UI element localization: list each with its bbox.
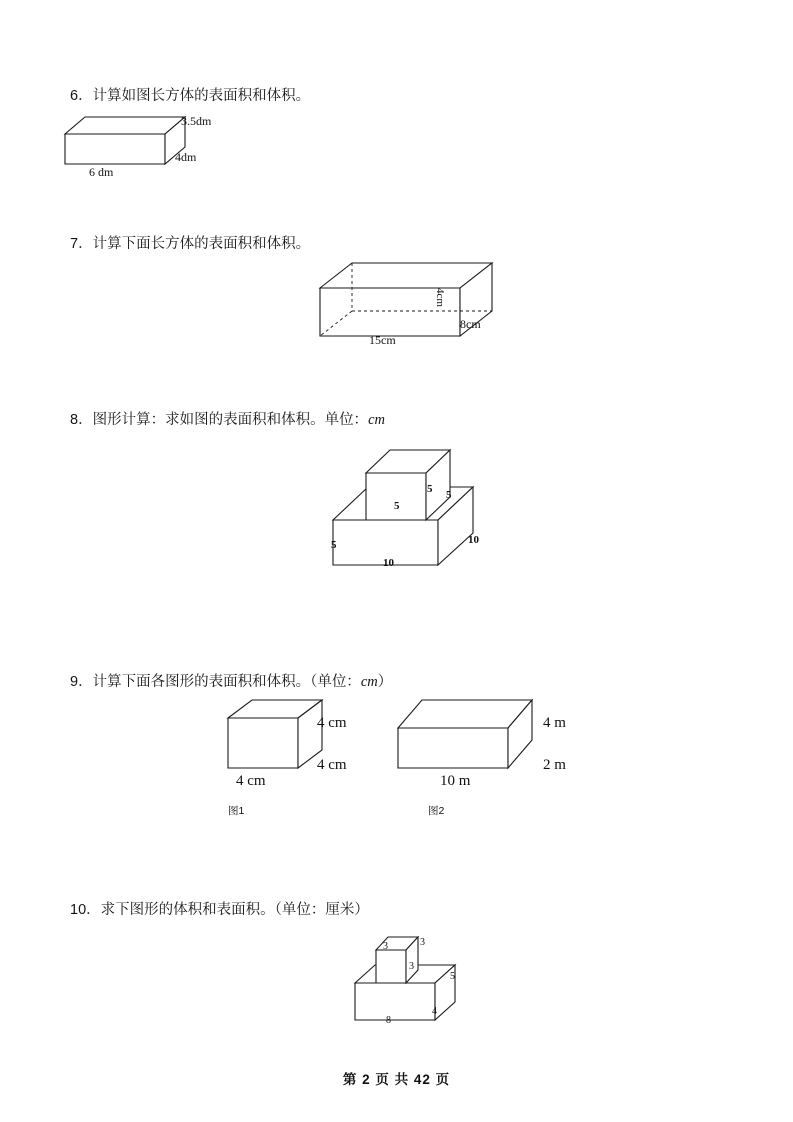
q8-top-right-label: 5 xyxy=(427,483,433,495)
q8-base-front-label: 10 xyxy=(383,557,394,569)
q8-top-front-label: 5 xyxy=(394,500,400,512)
question-9-figure-1 xyxy=(222,696,332,781)
question-7-text: 7．计算下面长方体的表面积和体积。 xyxy=(70,236,311,252)
q7-length-label: 15cm xyxy=(369,333,396,347)
q7-inner-height-label: 4cm xyxy=(434,288,446,307)
question-10-text: 10．求下图形的体积和表面积。（单位：厘米） xyxy=(70,902,369,918)
question-9-text xyxy=(70,672,392,692)
q10-top-side-label: 3 xyxy=(409,961,414,972)
question-6-figure xyxy=(60,112,190,174)
q9-fig1-depth-label: 4 cm xyxy=(317,757,347,773)
question-8-unit: cm xyxy=(368,412,385,428)
q10-base-depth-label: 4 xyxy=(432,1006,437,1017)
q10-base-right-label: 5 xyxy=(450,971,455,982)
question-8-text xyxy=(70,410,385,430)
question-7-figure xyxy=(310,258,500,348)
question-9-label: 9．计算下面各图形的表面积和体积。（单位： xyxy=(70,674,361,690)
q9-fig1-caption: 图1 xyxy=(228,805,245,817)
q8-top-side-label: 5 xyxy=(446,489,452,501)
q8-base-right-label: 10 xyxy=(468,534,479,546)
q10-top-front-label: 3 xyxy=(383,941,388,952)
q7-depth-label: 8cm xyxy=(460,317,481,331)
q6-length-label: 6 dm xyxy=(89,165,114,179)
q9-fig1-height-label: 4 cm xyxy=(317,715,347,731)
q9-fig1-length-label: 4 cm xyxy=(236,773,266,789)
question-9-text-tail: ） xyxy=(377,674,393,690)
q9-fig2-height-label: 4 m xyxy=(543,715,566,731)
q6-height-label: 3.5dm xyxy=(181,114,212,128)
q9-fig2-caption: 图2 xyxy=(428,805,445,817)
q6-depth-label: 4dm xyxy=(175,150,197,164)
q8-base-left-label: 5 xyxy=(331,539,337,551)
page-footer: 第 2 页 共 42 页 xyxy=(342,1072,451,1087)
q9-fig2-length-label: 10 m xyxy=(440,773,471,789)
question-9-unit: cm xyxy=(360,674,378,690)
q9-fig2-depth-label: 2 m xyxy=(543,757,566,773)
q10-base-front-label: 8 xyxy=(386,1015,391,1026)
question-8-label: 8．图形计算：求如图的表面积和体积。单位： xyxy=(70,412,369,428)
question-6-text: 6．计算如图长方体的表面积和体积。 xyxy=(70,88,311,104)
question-9-figure-2 xyxy=(392,696,542,781)
q10-top-right-label: 3 xyxy=(420,937,425,948)
question-8-figure xyxy=(328,445,518,580)
